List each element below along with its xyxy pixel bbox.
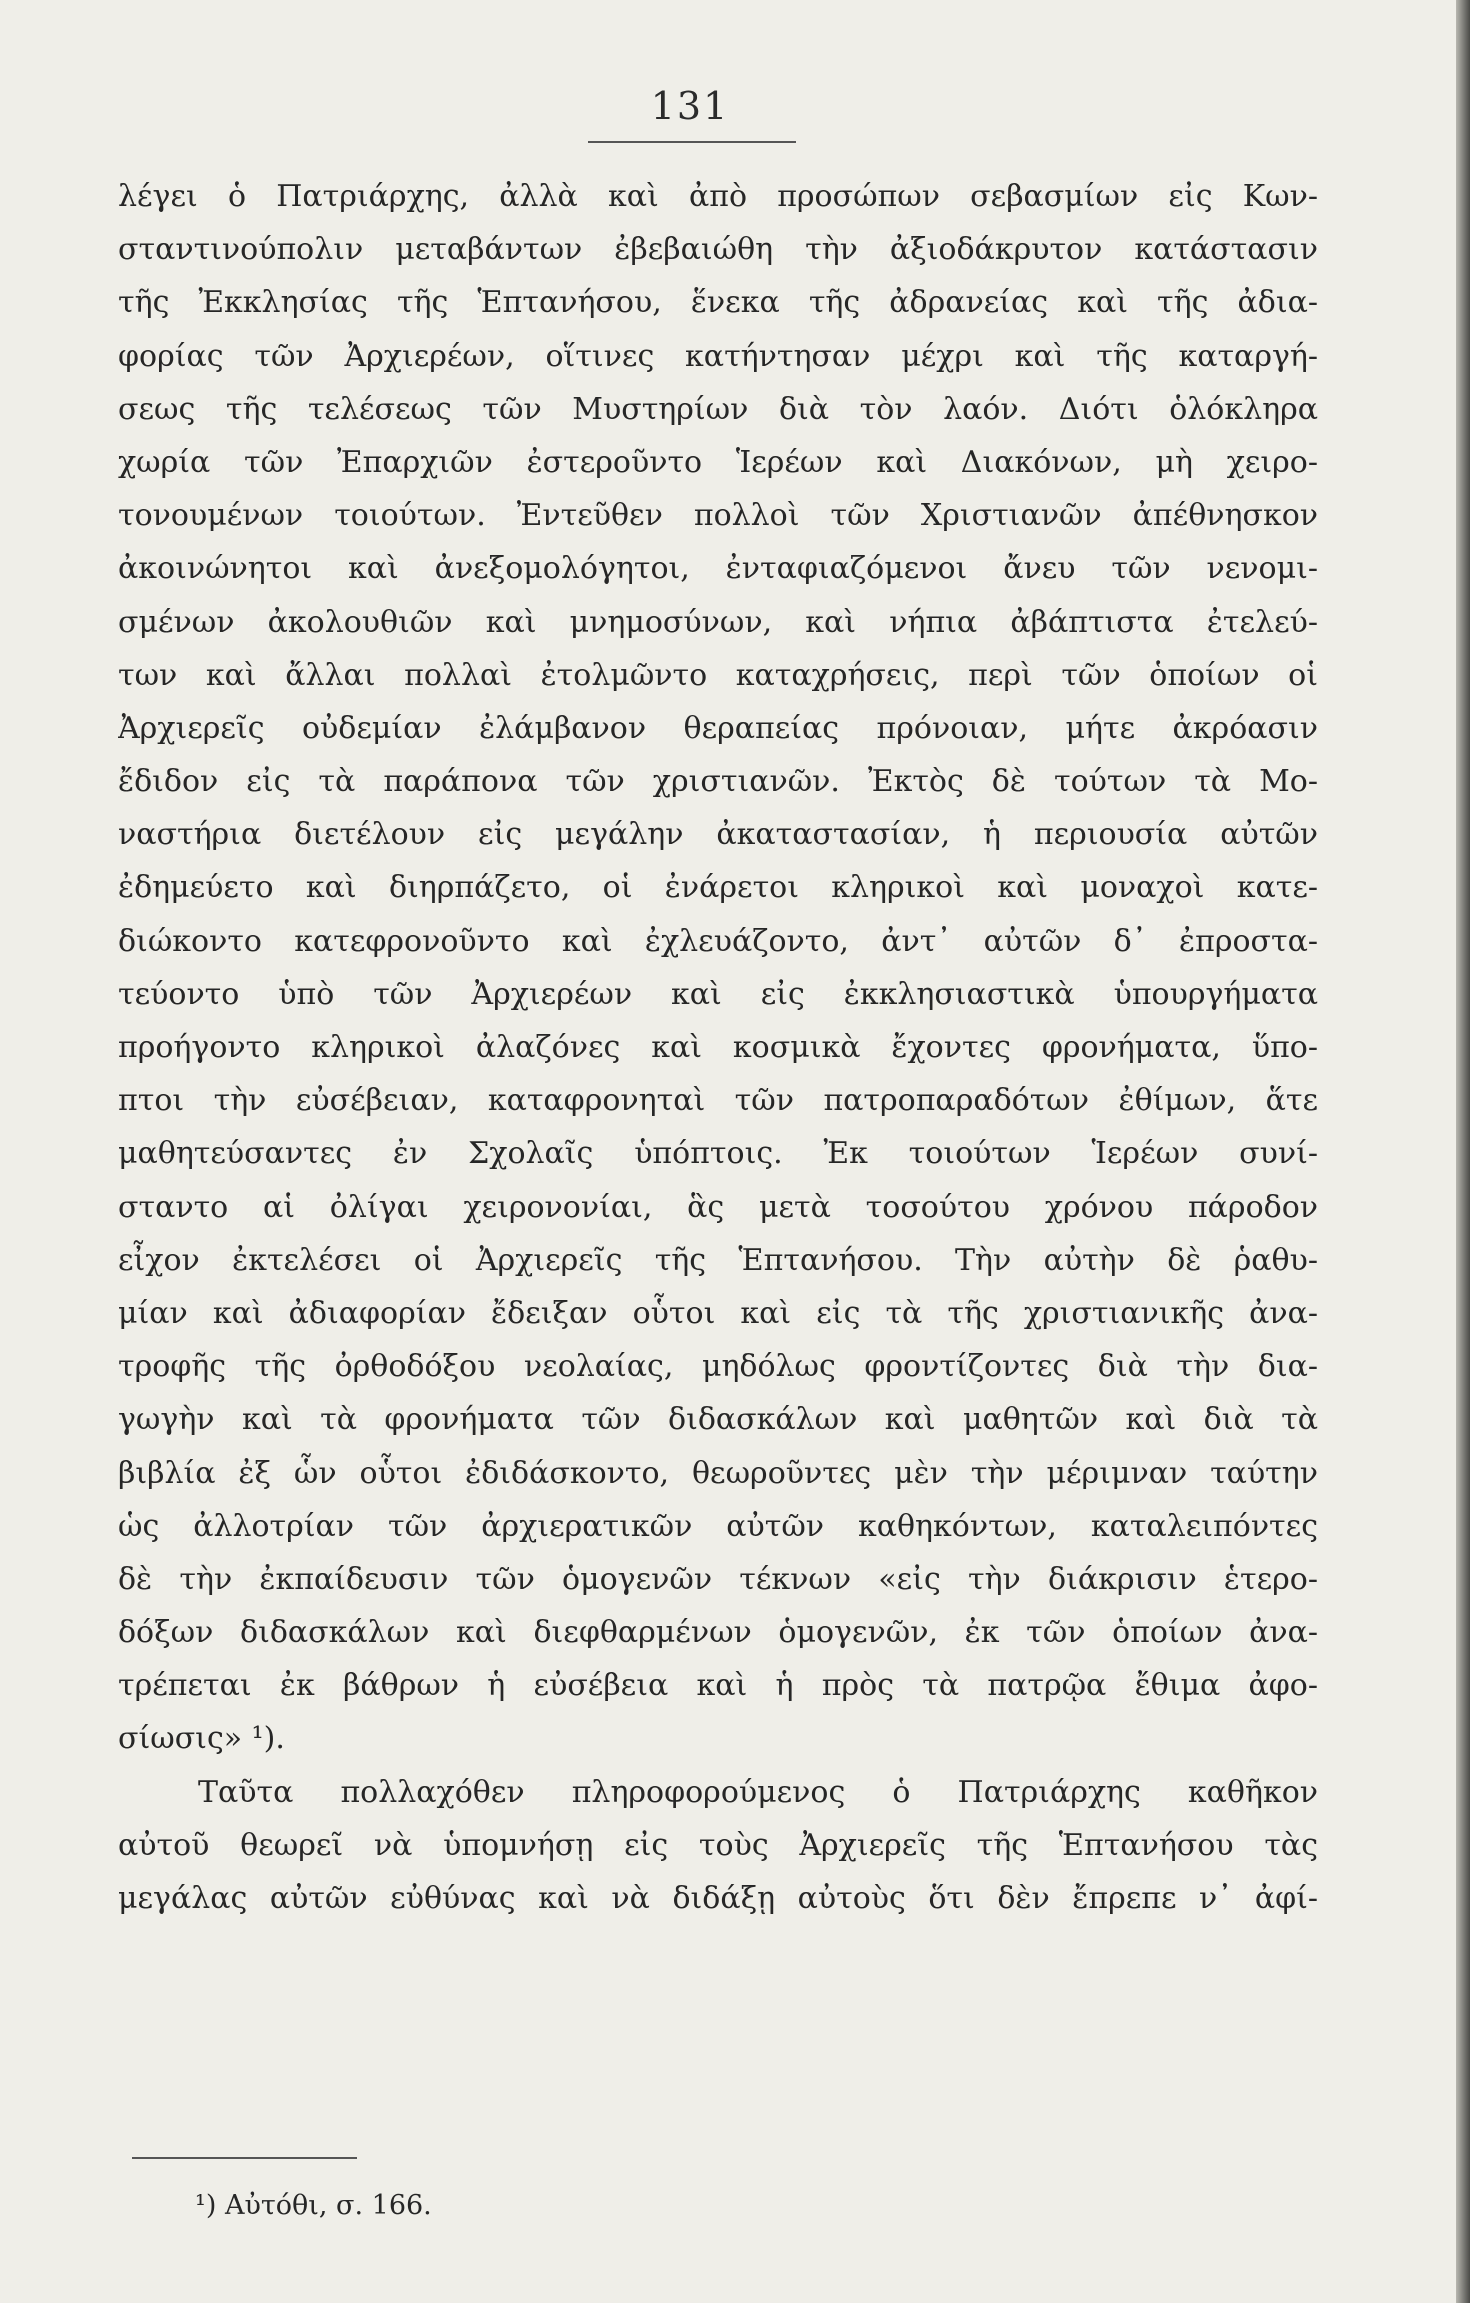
text-line: φορίας τῶν Ἀρχιερέων, οἵτινες κατήντησαν μέχρι καὶ τῆς καταργή- [118, 338, 1318, 374]
text-line: πτοι τὴν εὐσέβειαν, καταφρονηταὶ τῶν πατροπαραδότων ἐθίμων, ἅτε [118, 1083, 1318, 1119]
footnote-rule [132, 2157, 357, 2159]
text-line: δόξων διδασκάλων καὶ διεφθαρμένων ὁμογενῶν, ἐκ τῶν ὁποίων ἀνα- [118, 1615, 1318, 1651]
text-line: τονουμένων τοιούτων. Ἐντεῦθεν πολλοὶ τῶν Χριστιανῶν ἀπέθνησκον [118, 498, 1318, 534]
text-line: εἶχον ἐκτελέσει οἱ Ἀρχιερεῖς τῆς Ἑπτανήσου. Τὴν αὐτὴν δὲ ῥαθυ- [118, 1242, 1318, 1278]
page-number: 131 [650, 84, 730, 128]
body-text [118, 170, 1318, 1925]
text-line: τῆς Ἐκκλησίας τῆς Ἑπτανήσου, ἕνεκα τῆς ἀδρανείας καὶ τῆς ἀδια- [118, 285, 1318, 321]
text-line: τρέπεται ἐκ βάθρων ἡ εὐσέβεια καὶ ἡ πρὸς τὰ πατρῷα ἔθιμα ἀφο- [118, 1668, 1318, 1704]
text-line: τροφῆς τῆς ὀρθοδόξου νεολαίας, μηδόλως φροντίζοντες διὰ τὴν δια- [118, 1349, 1318, 1385]
text-line: ὡς ἀλλοτρίαν τῶν ἀρχιερατικῶν αὐτῶν καθηκόντων, καταλειπόντες [118, 1508, 1318, 1544]
page-edge-shadow [1456, 0, 1470, 2303]
text-line: χωρία τῶν Ἐπαρχιῶν ἐστεροῦντο Ἱερέων καὶ Διακόνων, μὴ χειρο- [118, 444, 1318, 480]
text-line: γωγὴν καὶ τὰ φρονήματα τῶν διδασκάλων καὶ μαθητῶν καὶ διὰ τὰ [118, 1402, 1318, 1438]
text-line: λέγει ὁ Πατριάρχης, ἀλλὰ καὶ ἀπὸ προσώπων σεβασμίων εἰς Κων- [118, 179, 1318, 214]
text-line: Ταῦτα πολλαχόθεν πληροφορούμενος ὁ Πατριάρχης καθῆκον [198, 1774, 1318, 1810]
text-line: αὐτοῦ θεωρεῖ νὰ ὑπομνήσῃ εἰς τοὺς Ἀρχιερεῖς τῆς Ἑπτανήσου τὰς [118, 1827, 1318, 1863]
text-line: σταντο αἱ ὀλίγαι χειρονονίαι, ἃς μετὰ τοσούτου χρόνου πάροδον [118, 1189, 1318, 1225]
text-line: ἐδημεύετο καὶ διηρπάζετο, οἱ ἐνάρετοι κληρικοὶ καὶ μοναχοὶ κατε- [118, 870, 1318, 906]
text-line: σίωσις» ¹). [118, 1721, 285, 1757]
text-line: τεύοντο ὑπὸ τῶν Ἀρχιερέων καὶ εἰς ἐκκλησιαστικὰ ὑπουργήματα [118, 976, 1318, 1012]
text-line: δὲ τὴν ἐκπαίδευσιν τῶν ὁμογενῶν τέκνων «εἰς τὴν διάκρισιν ἑτερο- [118, 1561, 1318, 1597]
text-line: ἀκοινώνητοι καὶ ἀνεξομολόγητοι, ἐνταφιαζόμενοι ἄνευ τῶν νενομι- [118, 551, 1318, 587]
header-rule [588, 141, 796, 143]
text-line: Ἀρχιερεῖς οὐδεμίαν ἐλάμβανον θεραπείας πρόνοιαν, μήτε ἀκρόασιν [118, 710, 1318, 746]
text-line: ἔδιδον εἰς τὰ παράπονα τῶν χριστιανῶν. Ἐκτὸς δὲ τούτων τὰ Μο- [118, 764, 1318, 800]
footnote: ¹) Αὐτόθι, σ. 166. [195, 2190, 432, 2221]
text-line: ναστήρια διετέλουν εἰς μεγάλην ἀκαταστασίαν, ἡ περιουσία αὐτῶν [118, 817, 1318, 853]
text-line: μίαν καὶ ἀδιαφορίαν ἔδειξαν οὗτοι καὶ εἰς τὰ τῆς χριστιανικῆς ἀνα- [118, 1295, 1318, 1331]
text-line: σταντινούπολιν μεταβάντων ἐβεβαιώθη τὴν ἀξιοδάκρυτον κατάστασιν [118, 232, 1318, 268]
text-line: των καὶ ἄλλαι πολλαὶ ἐτολμῶντο καταχρήσεις, περὶ τῶν ὁποίων οἱ [118, 657, 1318, 693]
text-line: βιβλία ἐξ ὧν οὗτοι ἐδιδάσκοντο, θεωροῦντες μὲν τὴν μέριμναν ταύτην [118, 1455, 1318, 1491]
text-line: σεως τῆς τελέσεως τῶν Μυστηρίων διὰ τὸν λαόν. Διότι ὁλόκληρα [118, 391, 1318, 427]
text-line: μεγάλας αὐτῶν εὐθύνας καὶ νὰ διδάξῃ αὐτοὺς ὅτι δὲν ἔπρεπε ν᾽ ἀφί- [118, 1881, 1318, 1916]
text-line: προήγοντο κληρικοὶ ἀλαζόνες καὶ κοσμικὰ ἔχοντες φρονήματα, ὕπο- [118, 1030, 1318, 1065]
text-line: διώκοντο κατεφρονοῦντο καὶ ἐχλευάζοντο, ἀντ᾽ αὐτῶν δ᾽ ἐπροστα- [118, 923, 1318, 959]
text-line: μαθητεύσαντες ἐν Σχολαῖς ὑπόπτοις. Ἐκ τοιούτων Ἱερέων συνί- [118, 1136, 1318, 1172]
text-line: σμένων ἀκολουθιῶν καὶ μνημοσύνων, καὶ νήπια ἀβάπτιστα ἐτελεύ- [118, 604, 1318, 640]
